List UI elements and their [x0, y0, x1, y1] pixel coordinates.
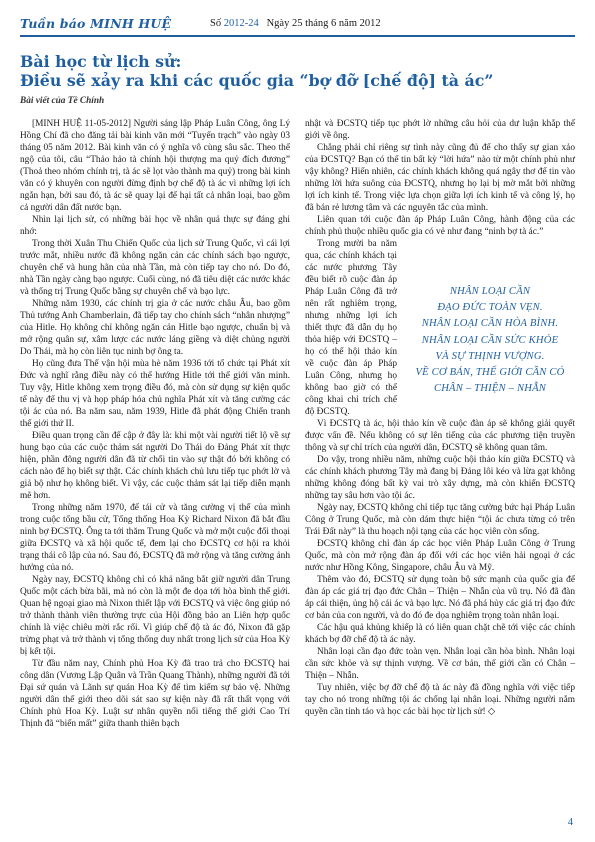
right-paragraph: Trong mười ba năm qua, các chính khách tại các nước phương Tây đều biết rõ cuộc đàn áp Pháp Luân Công đã trở nên rất nghiêm trọng, nhưng những lợi ích thiết thực đã dẫn dụ họ thỏa hiệp với ĐCSTQ – họ có thể hội thảo kín về cuộc đàn áp Pháp Luân Công, nhưng họ không bao giờ có thể công khai chỉ trích chế độ ĐCSTQ. — [305, 239, 397, 417]
right-column — [305, 118, 575, 718]
pull-quote-line: VỀ CƠ BẢN, THẾ GIỚI CẦN CÓ — [415, 367, 565, 379]
masthead — [20, 14, 575, 36]
pull-quote — [405, 284, 575, 397]
left-paragraph: Ngày nay, ĐCSTQ không chỉ có khả năng bắt giữ người dân Trung Quốc một cách bừa bãi, mà nó còn là một đe dọa tới hòa bình thế giới. Quan hệ ngoại giao mà Nixon thiết lập với ĐCSTQ và việc ông giúp nó trở thành thành viên thường trực của Hội đồng bảo an Liên hợp quốc chính là việc chiêu mời rắc rối. Vì giúp chế độ tà ác đó, Nixon đã gặp trừng phạt và trở thành vị tổng thống duy nhất trong lịch sử của Hoa Kỳ bị kết tội. — [20, 575, 290, 657]
pull-quote-line: CHÂN – THIỆN – NHẪN — [433, 383, 547, 395]
right-paragraph: ĐCSTQ không chỉ đàn áp các học viên Pháp Luân Công ở Trung Quốc, mà còn mở rộng đàn áp đối với các học viên hải ngoại ở các nước như Hồng Kông, Singapore, châu Âu và Mỹ. — [305, 539, 575, 573]
masthead-divider — [20, 35, 575, 37]
right-paragraph: Các hậu quả khủng khiếp là có liên quan chặt chẽ tới việc các chính khách bợ đỡ chế độ tà ác này. — [305, 623, 575, 645]
right-paragraph: Liên quan tới cuộc đàn áp Pháp Luân Công, hành động của các chính phủ thuộc nhiều quốc gia có vẻ như đang “ninh bợ tà ác.” — [305, 215, 575, 237]
publication-brand: Tuần báo MINH HUỆ — [20, 16, 172, 31]
right-paragraph: Ngày nay, ĐCSTQ không chỉ tiếp tục tăng cường bức hại Pháp Luân Công ở Trung Quốc, mà còn dám thực hiện “tội ác chưa từng có trên Trái Đất này” là thu hoạch nội tạng của các học viên còn sống. — [305, 503, 575, 537]
pull-quote-line: NHÂN LOẠI CẦN — [449, 286, 531, 297]
issue-label: Số — [210, 18, 222, 29]
issue-info — [210, 18, 381, 29]
left-paragraph: [MINH HUỆ 11-05-2012] Người sáng lập Pháp Luân Công, ông Lý Hồng Chí đã cho đăng tải bài kinh văn mới “Tuyển trạch” vào ngày 03 tháng 05 năm 2012. Bài kinh văn có ý nghĩa vô cùng sâu sắc. Theo thể ngộ của tôi, câu “Thảo hảo tà chính hội thượng ma quỷ đích đương” (Thoả theo nhóm chính trị, tà ác sẽ lọt vào thành ma quỷ) trong bài kinh văn có ý khuyên con người đừng định bợ chế độ tà ác vì những lợi ích ngắn hạn, bởi sau đó, tà ác sẽ quay lại để hại tất cả nhân loại, bao gồm cả người dân đất nước bạn. — [20, 119, 290, 213]
pull-quote-line: NHÂN LOẠI CẦN HÒA BÌNH. — [421, 318, 559, 330]
right-paragraph: Chẳng phải chỉ riêng sự tình này cũng đủ để cho thấy sự gian xảo của ĐCSTQ? Bạn có thể tin bất kỳ “lời hứa” nào từ một chính phủ như vậy không? Hiển nhiên, các chính khách không quá ngây thơ để tin vào những lời hứa suông của ĐCSTQ, nhưng họ lại bị mờ mắt bởi những lợi ích kinh tế. Trong việc lựa chọn giữa lợi ích kinh tế và công lý, họ đã bán rẻ lương tâm và các nguyên tắc của mình. — [305, 143, 575, 213]
left-column — [20, 118, 290, 730]
left-paragraph: Điều quan trọng cần để cập ở đây là: khi một vài người tiết lộ về sự hung bạo của các cuộc thảm sát người Do Thái do Đảng Phát xít thực hiện, phần đông người dân đã từ chối tin vào sự thật đó bởi không có cách nào để họ biết sự thật. Các chính khách chủ lưu tiếp tục phớt lờ và giả bộ như họ không biết. Vì vậy, các cuộc thảm sát lại tiếp diễn mạnh mẽ hơn. — [20, 431, 290, 501]
left-paragraph: Nhìn lại lịch sử, có những bài học về nhân quả thực sự đáng ghi nhớ: — [20, 215, 290, 237]
right-paragraph: Do vậy, trong nhiều năm, những cuộc hội thảo kín giữa ĐCSTQ và các chính khách phương Tây mà đang bị Đảng lôi kéo và lừa gạt không những không đóng bất kỳ vai trò xây dựng, mà còn khiến ĐCSTQ những tay sâu hơn vào tội ác. — [305, 455, 575, 501]
left-paragraph: Từ đầu năm nay, Chính phủ Hoa Kỳ đã trao trả cho ĐCSTQ hai công dân (Vương Lập Quân và Trần Quang Thành), những người đã tới Đại sứ quán và Lãnh sự quán Hoa Kỳ để tìm kiếm sự bảo vệ. Những người dân thế giới theo dõi sát sao sự kiện này đã rất thất vọng với Chính phủ Hoa Kỳ. Luật sư nhân quyền nổi tiếng thế giới Cao Trí Thịnh đã “biến mất” giữa thanh thiên bạch — [20, 659, 290, 729]
left-paragraph: Trong thời Xuân Thu Chiến Quốc của lịch sử Trung Quốc, vì cái lợi trước mắt, nhiều nước đã không ngăn cản các chính sách bạo ngược, chuyên chế và hung hãn của nhà Tần, mà còn tiếp tay cho nó. Do đó, nhà Tần ngày càng bạo ngược. Cuối cùng, nó đã tiêu diệt các nước khác và thống trị Trung Quốc bằng sự chuyên chế và bạo lực. — [20, 239, 290, 297]
pull-quote-line: ĐẠO ĐỨC TOÀN VẸN. — [437, 302, 543, 314]
article-byline: Bài viết của Tề Chính — [20, 96, 105, 106]
issue-number: 2012-24 — [223, 18, 259, 29]
left-paragraph: Họ cũng đưa Thế vận hội mùa hè năm 1936 tới tổ chức tại Phát xít Đức và nghĩ rằng điều này có thể hướng Hitle tới thế giới văn minh. Tuy vậy, Hitle không xem trọng điều đó, mà còn sử dụng sự kiện quốc tế này để thu vị và họp pháp hóa chủ nghĩa Phát xít và tăng cường các tội ác của nó. Ba năm sau, năm 1939, Hitle đã phát động Chiến tranh thế giới thứ II. — [20, 359, 290, 429]
article-title-line2: Điều sẽ xảy ra khi các quốc gia “bợ đỡ [chế độ] tà ác” — [20, 71, 494, 90]
right-paragraph: Thêm vào đó, ĐCSTQ sử dụng toàn bộ sức mạnh của quốc gia để đàn áp các giá trị đạo đức Chân – Thiện – Nhẫn của vũ trụ. Nó đã đàn áp cái thiện, ủng hộ cái ác và bạo lực. Nó đã phá hủy các giá trị đạo đức cơ bản của con người, và do đó đe dọa nghiêm trọng toàn nhân loại. — [305, 575, 575, 621]
article-title-line1: Bài học từ lịch sử: — [20, 52, 182, 71]
pull-quote-line: VÀ SỰ THỊNH VƯỢNG. — [435, 350, 545, 362]
issue-date: Ngày 25 tháng 6 năm 2012 — [266, 18, 381, 29]
right-paragraph: Vì ĐCSTQ tà ác, hội thảo kín về cuộc đàn áp sẽ không giải quyết được vấn đề. Nếu không có sự lên tiếng của các phương tiện truyền thông và sự chỉ trích của người dân, ĐCSTQ sẽ không quan tâm. — [305, 419, 575, 453]
page-number: 4 — [567, 817, 573, 828]
pull-quote-line: NHÂN LOẠI CẦN SỨC KHỎE — [421, 334, 559, 346]
right-paragraph: Nhân loại cần đạo đức toàn vẹn. Nhân loại cần hòa bình. Nhân loại cần sức khỏe và sự thịnh vượng. Về cơ bản, thế giới cần có Chân – Thiện – Nhẫn. — [305, 647, 575, 681]
right-paragraph: nhật và ĐCSTQ tiếp tục phớt lờ những câu hỏi của dư luận khắp thế giới về ông. — [305, 119, 575, 141]
right-paragraph: Tuy nhiên, việc bợ đỡ chế độ tà ác này đã đồng nghĩa với việc tiếp tay cho nó trong những tội ác chống lại nhân loại. Những người nắm quyền cần tỉnh táo và học các bài học từ lịch sử! ◇ — [305, 683, 575, 717]
article-title — [20, 52, 580, 90]
left-paragraph: Những năm 1930, các chính trị gia ở các nước châu Âu, bao gồm Thủ tướng Anh Chamberlain, đã tiếp tay cho chính sách “nhân nhượng” của Hitle. Họ không chỉ không ngăn cản Hitle bạo ngược, chuẩn bị và mở rộng quân sự, xâm lược các nước láng giềng và diệt chủng người Do Thái, mà họ còn liên tục ninh bợ ông ta. — [20, 299, 290, 357]
left-paragraph: Trong những năm 1970, để tái cử và tăng cường vị thế của mình trong cuộc tổng bầu cử, Tổng thống Hoa Kỳ Richard Nixon đã bắt đầu ninh bợ ĐCSTQ. Ông ta tới thăm Trung Quốc và mở một cuộc đối thoại giữa ĐCSTQ và xã hội quốc tế, đem lại cho ĐCSTQ cơ hội ra khỏi trạng thái cô lập của nó. Sau đó, ĐCSTQ đã mở rộng và tăng cường ảnh hưởng của nó. — [20, 503, 290, 573]
